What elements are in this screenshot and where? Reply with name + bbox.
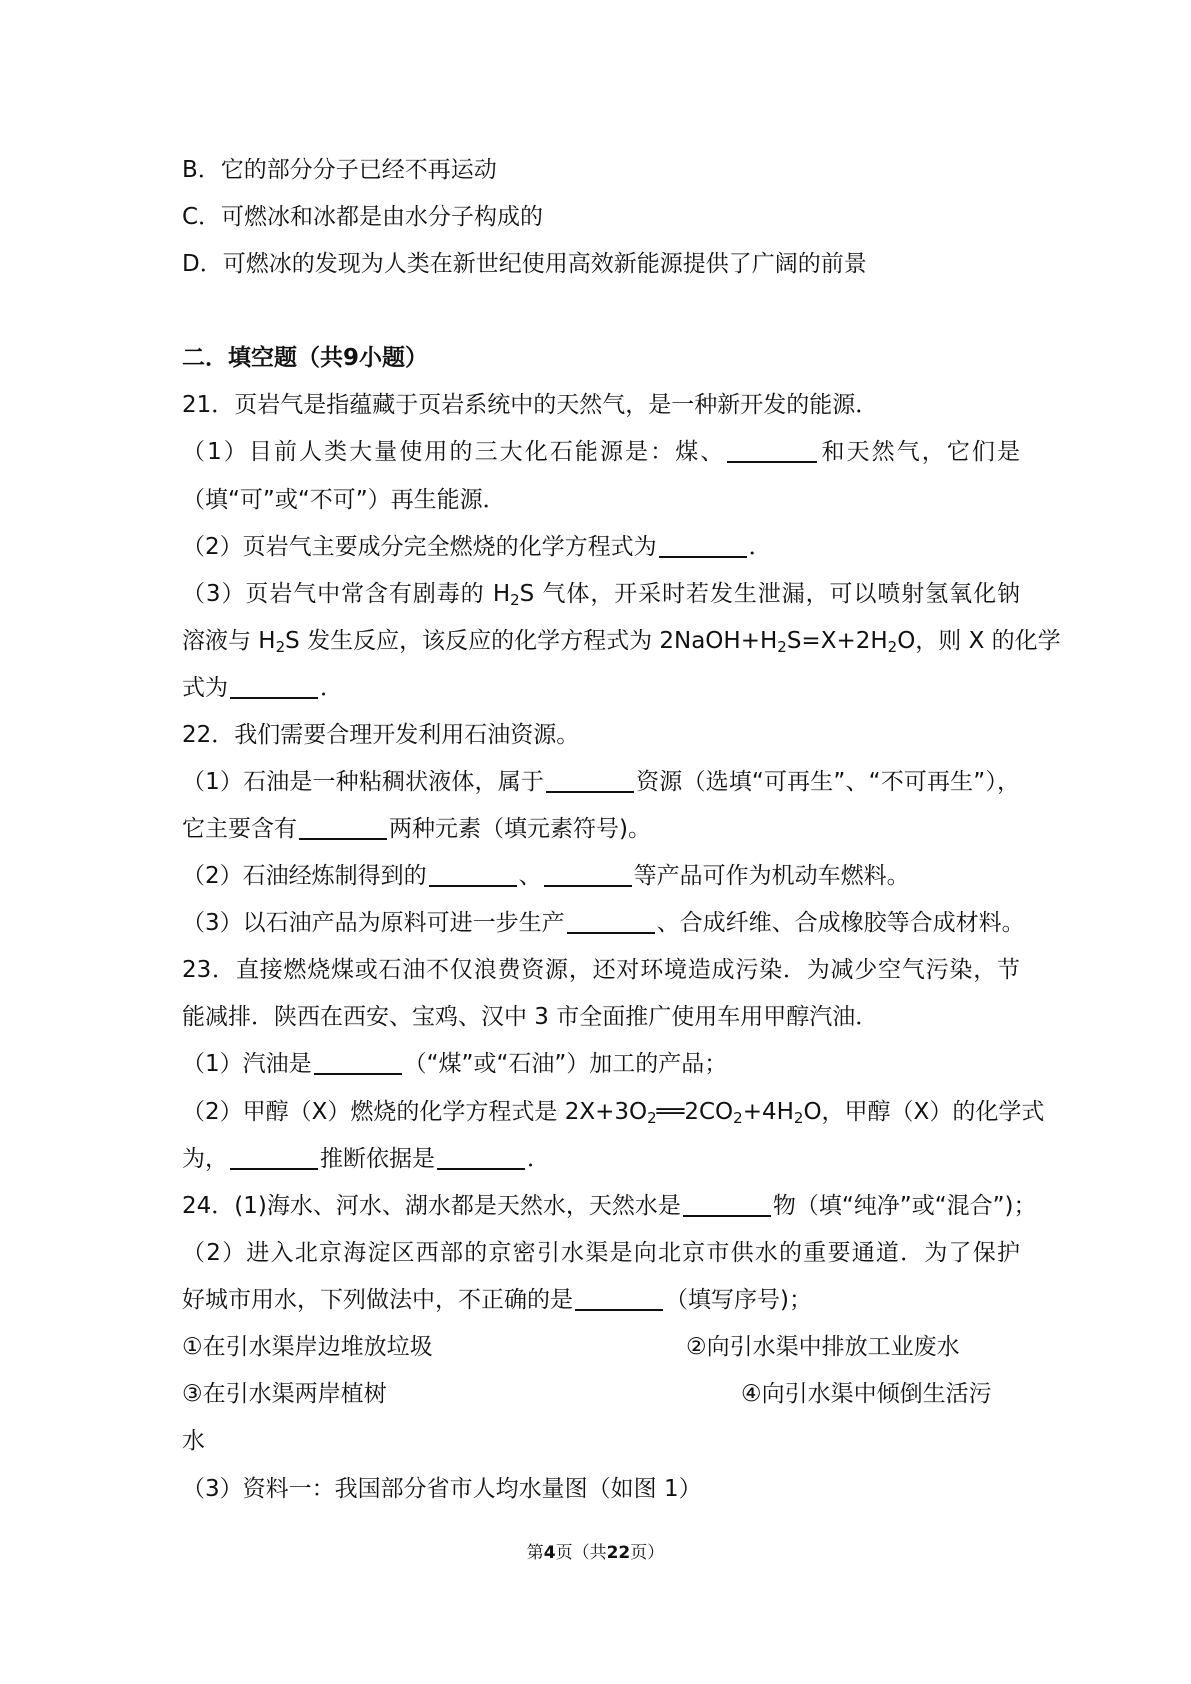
section-title-post: 小题） (359, 345, 429, 371)
q21-stem: 21．页岩气是指蕴藏于页岩系统中的天然气，是一种新开发的能源． (182, 392, 879, 418)
q24-option-3: ③在引水渠两岸植树 (182, 1381, 387, 1407)
option-d: D．可燃冰的发现为人类在新世纪使用高效新能源提供了广阔的前景 (182, 251, 867, 277)
answer-blank[interactable] (727, 439, 817, 463)
q23-part2 (182, 1096, 1045, 1134)
q24-option-4-cont: 水 (182, 1428, 205, 1454)
q21-p3-d: S 发生反应，该反应的化学方程式为 2NaOH+H (285, 628, 778, 654)
subscript: 2 (887, 638, 898, 656)
page-footer (0, 1538, 1191, 1563)
q23-p1-a: （1）汽油是 (182, 1051, 312, 1077)
q21-p3-h: ． (320, 675, 343, 701)
q23-part2-cont (182, 1143, 550, 1175)
q23-p2-a: （2）甲醇（X）燃烧的化学方程式是 2X+3O (182, 1099, 648, 1125)
answer-blank[interactable] (546, 769, 634, 793)
q22-p1-c: 它主要含有 (182, 816, 297, 842)
q21-p1-c: （填“可”或“不可”）再生能源． (182, 487, 506, 513)
q21-p1-b: 和天然气，它们是 (819, 439, 1021, 465)
q23-p2-e: 为， (182, 1146, 228, 1172)
answer-blank[interactable] (437, 1146, 525, 1170)
q21-p3-f: O，则 X 的化学 (897, 628, 1061, 654)
answer-blank[interactable] (575, 1287, 663, 1311)
option-c: C．可燃冰和冰都是由水分子构成的 (182, 204, 544, 230)
subscript: 2 (733, 1109, 743, 1127)
answer-blank[interactable] (567, 910, 655, 934)
answer-blank[interactable] (429, 863, 517, 887)
q22-part3 (182, 907, 1025, 939)
q23-stem: 23．直接燃烧煤或石油不仅浪费资源，还对环境造成污染．为减少空气污染，节 (182, 957, 1020, 983)
q21-part3-end (182, 672, 343, 704)
q24-option-4: ④向引水渠中倾倒生活污 (741, 1381, 992, 1407)
q24-option-1: ①在引水渠岸边堆放垃圾 (182, 1334, 433, 1360)
q24-part1 (182, 1190, 1037, 1222)
q21-p2-b: ． (748, 534, 772, 560)
q23-p2-b: ══2CO (656, 1099, 734, 1125)
q23-p2-d: O，甲醇（X）的化学式 (803, 1099, 1045, 1125)
q21-p3-g: 式为 (182, 675, 228, 701)
q22-part1-cont (182, 813, 651, 845)
answer-blank[interactable] (230, 675, 318, 699)
answer-blank[interactable] (659, 534, 747, 558)
q22-part2 (182, 860, 910, 892)
q23-stem-cont: 能减排．陕西在西安、宝鸡、汉中 3 市全面推广使用车用甲醇汽油． (182, 1004, 879, 1030)
q24-p1-b: 物（填“纯净”或“混合”)； (772, 1193, 1037, 1219)
answer-blank[interactable] (299, 816, 387, 840)
footer-a: 第 (526, 1543, 544, 1563)
q21-part2 (182, 531, 772, 563)
q23-p2-g: ． (527, 1146, 550, 1172)
subscript: 2 (510, 591, 520, 609)
q21-p3-b: S 气体，开采时若发生泄漏，可以喷射氢氧化钠 (519, 581, 1020, 607)
subscript: 2 (275, 638, 286, 656)
section-title-num: 9 (343, 345, 360, 371)
q24-part2-cont (182, 1284, 812, 1316)
q22-p2-c: 等产品可作为机动车燃料。 (633, 863, 910, 889)
q23-p1-b: （“煤”或“石油”）加工的产品； (403, 1051, 728, 1077)
subscript: 2 (777, 638, 787, 656)
q21-p3-a: （3）页岩气中常含有剧毒的 H (182, 581, 511, 607)
q22-part1 (182, 766, 1020, 798)
q22-p1-a: （1）石油是一种粘稠状液体，属于 (182, 769, 545, 795)
option-b: B．它的部分分子已经不再运动 (182, 157, 497, 183)
q22-p1-d: 两种元素（填元素符号)。 (389, 816, 651, 842)
q21-part1-cont (182, 484, 506, 516)
answer-blank[interactable] (544, 863, 632, 887)
q22-stem: 22．我们需要合理开发利用石油资源。 (182, 722, 580, 748)
q24-part2: （2）进入北京海淀区西部的京密引水渠是向北京市供水的重要通道．为了保护 (182, 1240, 1020, 1266)
q24-p2-b: 好城市用水，下列做法中，不正确的是 (182, 1287, 573, 1313)
answer-blank[interactable] (683, 1193, 771, 1217)
q24-part3: （3）资料一：我国部分省市人均水量图（如图 1） (182, 1476, 702, 1502)
q23-p2-f: 推断依据是 (320, 1146, 435, 1172)
page-number: 4 (543, 1543, 556, 1563)
q21-p1-a: （1）目前人类大量使用的三大化石能源是：煤、 (182, 439, 726, 465)
q22-p2-b: 、 (518, 863, 542, 889)
q21-p3-e: S=X+2H (786, 628, 888, 654)
q23-p2-c: +4H (742, 1099, 794, 1125)
subscript: 2 (647, 1109, 657, 1127)
q22-p2-a: （2）石油经炼制得到的 (182, 863, 427, 889)
q21-part3-cont (182, 625, 1061, 663)
answer-blank[interactable] (314, 1051, 402, 1075)
q24-option-2: ②向引水渠中排放工业废水 (686, 1334, 960, 1360)
q22-p1-b: 资源（选填“可再生”、“不可再生”）， (636, 769, 1020, 795)
q21-part3 (182, 578, 1020, 616)
q21-part1 (182, 436, 1020, 468)
subscript: 2 (793, 1109, 804, 1127)
q22-p3-a: （3）以石油产品为原料可进一步生产 (182, 910, 565, 936)
answer-blank[interactable] (230, 1146, 318, 1170)
q23-part1 (182, 1048, 727, 1080)
q21-p2-a: （2）页岩气主要成分完全燃烧的化学方程式为 (182, 534, 657, 560)
total-pages: 22 (606, 1543, 631, 1563)
q24-p2-c: （填写序号)； (665, 1287, 812, 1313)
q24-p1-a: 24．(1)海水、河水、湖水都是天然水，天然水是 (182, 1193, 681, 1219)
section-title-pre: 二．填空题（共 (182, 345, 343, 371)
q21-p3-c: 溶液与 H (182, 628, 276, 654)
footer-c: 页） (630, 1543, 665, 1563)
q22-p3-b: 、合成纤维、合成橡胶等合成材料。 (656, 910, 1025, 936)
section-title (182, 342, 428, 374)
footer-b: 页（共 (555, 1543, 607, 1563)
